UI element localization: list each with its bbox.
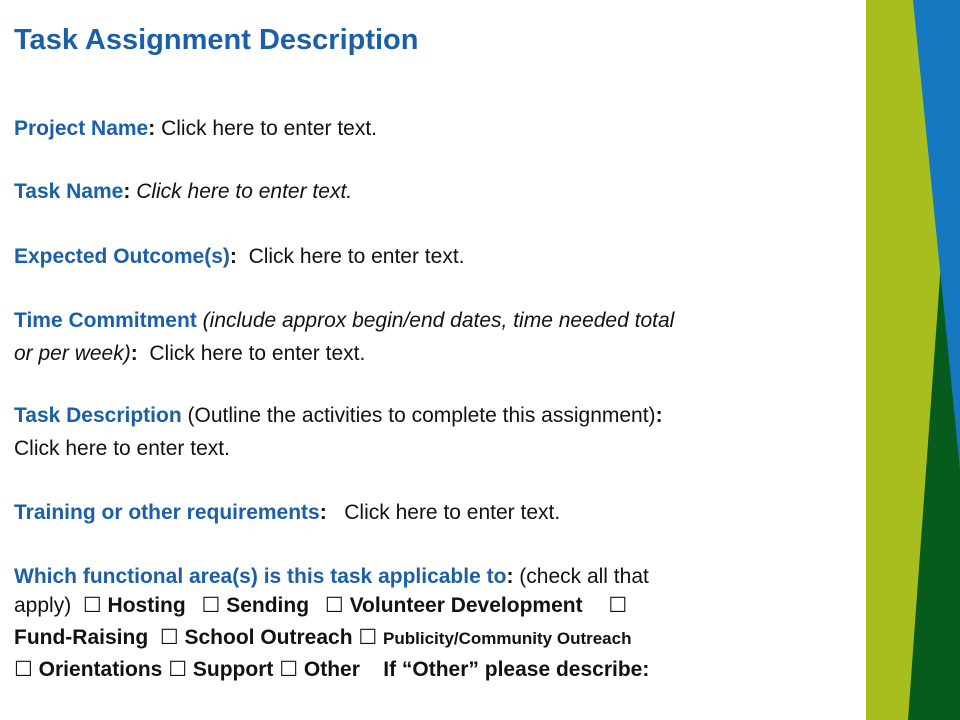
functional-area-instruction-2: apply) (14, 594, 72, 617)
volunteer-development-checkbox[interactable]: ☐ (324, 594, 344, 617)
publicity-checkbox[interactable]: ☐ (358, 626, 378, 649)
fund-raising-checkbox[interactable]: ☐ (608, 594, 628, 617)
time-commitment-row (14, 304, 674, 338)
project-name-field[interactable]: Click here to enter text. (161, 117, 378, 140)
training-row: Training or other requirements: Click here to enter text. (14, 501, 561, 524)
support-option: Support (192, 658, 274, 681)
task-description-row: Task Description (Outline the activities to complete this assignment): (14, 404, 663, 427)
volunteer-development-option: Volunteer Development (349, 594, 583, 617)
sending-checkbox[interactable]: ☐ (201, 594, 221, 617)
task-description-field[interactable]: Click here to enter text. (14, 437, 230, 460)
sending-option: Sending (226, 594, 310, 617)
other-describe-prompt: If “Other” please describe: (383, 658, 650, 681)
expected-outcome-row: Expected Outcome(s): Click here to enter text. (14, 245, 465, 268)
task-description-note: (Outline the activities to complete this assignment) (187, 404, 656, 427)
other-checkbox[interactable]: ☐ (279, 658, 299, 681)
task-name-label: Task Name (14, 180, 124, 203)
expected-outcome-field[interactable]: Click here to enter text. (248, 245, 465, 268)
hosting-option: Hosting (107, 594, 186, 617)
other-option: Other (303, 658, 360, 681)
publicity-option: Publicity/Community Outreach (383, 629, 632, 648)
functional-area-label: Which functional area(s) is this task applicable to (14, 565, 507, 588)
project-name-row: Project Name: Click here to enter text. (14, 117, 378, 140)
functional-area-options-row-3 (14, 653, 649, 687)
page-title: Task Assignment Description (14, 24, 419, 56)
time-commitment-row-2: or per week): Click here to enter text. (14, 342, 366, 365)
time-commitment-label: Time Commitment (14, 309, 197, 332)
functional-area-options-row-1 (14, 589, 627, 623)
training-label: Training or other requirements (14, 501, 320, 524)
task-name-row: Task Name: Click here to enter text. (14, 180, 353, 203)
expected-outcome-label: Expected Outcome(s) (14, 245, 230, 268)
training-field[interactable]: Click here to enter text. (344, 501, 561, 524)
time-commitment-note-2: or per week) (14, 342, 131, 365)
time-commitment-note: (include approx begin/end dates, time needed total (202, 309, 675, 332)
support-checkbox[interactable]: ☐ (168, 658, 188, 681)
functional-area-instruction: (check all that (519, 565, 649, 588)
orientations-option: Orientations (38, 658, 163, 681)
project-name-label: Project Name (14, 117, 149, 140)
hosting-checkbox[interactable]: ☐ (82, 594, 102, 617)
functional-area-row: Which functional area(s) is this task applicable to: (check all that (14, 565, 649, 588)
school-outreach-option: School Outreach (184, 626, 353, 649)
task-description-row-2 (14, 432, 230, 466)
orientations-checkbox[interactable]: ☐ (14, 658, 33, 681)
task-description-label: Task Description (14, 404, 182, 427)
time-commitment-field[interactable]: Click here to enter text. (149, 342, 366, 365)
fund-raising-option: Fund-Raising (14, 626, 149, 649)
task-name-field[interactable]: Click here to enter text. (136, 180, 353, 203)
functional-area-options-row-2 (14, 621, 631, 656)
school-outreach-checkbox[interactable]: ☐ (159, 626, 179, 649)
